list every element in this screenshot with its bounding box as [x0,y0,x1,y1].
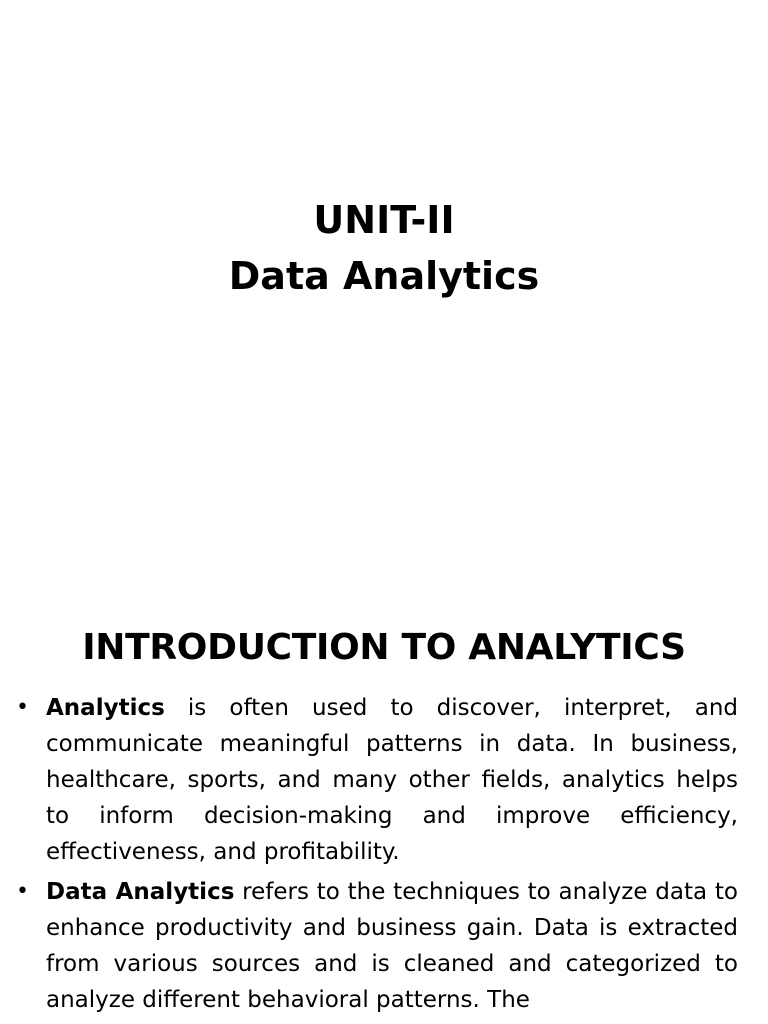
bullet-text: is often used to discover, interpret, and communicate meaningful patterns in data. In business, healthcare, sports, and many other fields, analytics helps to inform decision-making and improve efficiency, effectiveness, and profitability. [46,695,738,865]
bullet-term: Data Analytics [46,879,235,905]
bullet-item-data-analytics [16,874,738,1018]
bullet-term: Analytics [46,695,165,721]
section-heading: INTRODUCTION TO ANALYTICS [82,627,686,668]
bullet-text: refers to the techniques to analyze data to enhance productivity and business gain. Data is extracted from various sources and is cleaned and categorized to analyze different behavioral patterns. The [46,879,738,1013]
bullet-dot-icon: • [16,695,29,720]
unit-title: UNIT-II [313,198,455,242]
bullet-item-analytics [16,690,738,870]
content-slide [0,576,768,1024]
unit-subtitle: Data Analytics [228,254,540,298]
bullet-list [16,690,738,1022]
bullet-dot-icon: • [16,879,29,904]
